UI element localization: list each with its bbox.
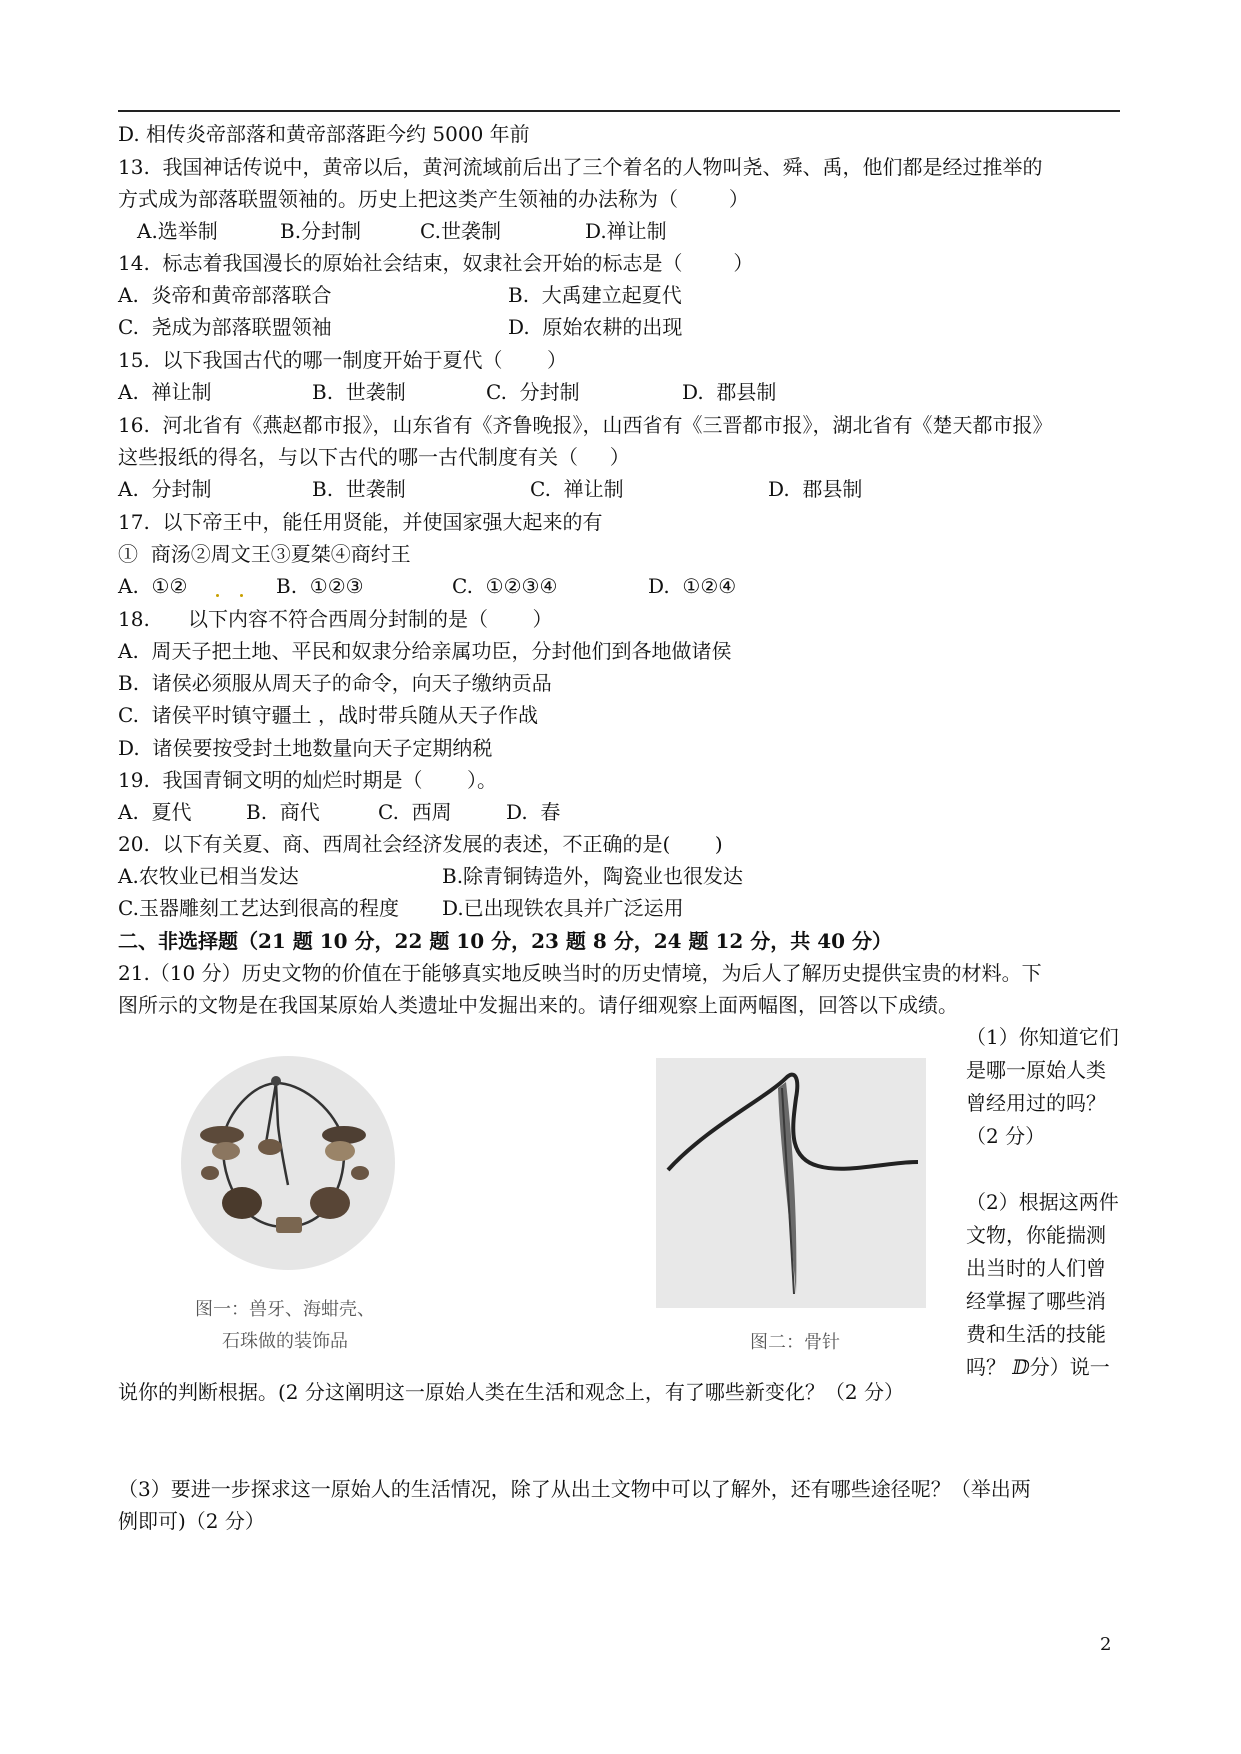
section2-heading: 二、非选择题（21 题 10 分，22 题 10 分，23 题 8 分，24 题 12 分，共 40 分）	[118, 929, 893, 953]
q18-option-d: D. 诸侯要按受封土地数量向天子定期纳税	[118, 736, 493, 760]
side-line	[966, 1153, 1126, 1186]
q15-stem: 15. 以下我国古代的哪一制度开始于夏代（ ）	[118, 348, 568, 372]
side-line: 文物，你能揣测	[966, 1223, 1106, 1247]
fig1-caption-line1: 图一：兽牙、海蚶壳、	[195, 1299, 375, 1320]
q17-option-c: C. ①②③④	[452, 574, 558, 598]
q17-stem: 17. 以下帝王中，能任用贤能，并使国家强大起来的有	[118, 510, 603, 534]
q14-option-d: D. 原始农耕的出现	[508, 315, 683, 339]
q20-option-d: D.已出现铁农具并广泛运用	[442, 896, 684, 920]
q20-option-a: A.农牧业已相当发达	[118, 864, 299, 888]
q15-option-a: A. 禅让制	[118, 380, 212, 404]
q13-option-b: B.分封制	[280, 219, 362, 243]
q21-part3-line1: （3）要进一步探求这一原始人的生活情况，除了从出土文物中可以了解外，还有哪些途径呢？（举出两	[118, 1477, 1031, 1501]
side-line: （1）你知道它们	[966, 1025, 1119, 1049]
stray-mark	[240, 594, 243, 597]
side-line: 费和生活的技能	[966, 1322, 1106, 1346]
q17-option-d: D. ①②④	[648, 574, 737, 598]
q20-stem: 20. 以下有关夏、商、西周社会经济发展的表述，不正确的是( )	[118, 832, 723, 856]
fig1-caption-line2: 石珠做的装饰品	[222, 1331, 348, 1352]
q18-option-b: B. 诸侯必须服从周天子的命令，向天子缴纳贡品	[118, 671, 552, 695]
side-line: 出当时的人们曾	[966, 1256, 1106, 1280]
q13-option-d: D.禅让制	[585, 219, 667, 243]
q21-side-text	[966, 1021, 1126, 1384]
necklace-figure	[180, 1055, 396, 1271]
q13-stem-line1: 13. 我国神话传说中，黄帝以后，黄河流域前后出了三个着名的人物叫尧、舜、禹，他们都是经过推举的	[118, 155, 1043, 179]
header-rule	[118, 110, 1120, 112]
side-line: 是哪一原始人类	[966, 1058, 1106, 1082]
side-line: （2）根据这两件	[966, 1190, 1119, 1214]
q14-option-a: A. 炎帝和黄帝部落联合	[118, 283, 332, 307]
bone-needle-figure	[656, 1058, 926, 1308]
q13-option-c: C.世袭制	[420, 219, 501, 243]
q19-option-c: C. 西周	[378, 800, 452, 824]
stray-mark	[216, 594, 219, 597]
page-number: 2	[1100, 1634, 1112, 1655]
q19-option-d: D. 春	[506, 800, 561, 824]
q19-option-a: A. 夏代	[118, 800, 192, 824]
side-line: 吗？ ⅅ分）说一	[966, 1355, 1110, 1379]
q20-option-b: B.除青铜铸造外，陶瓷业也很发达	[442, 864, 744, 888]
q17-option-b: B. ①②③	[276, 574, 364, 598]
q15-option-d: D. 郡县制	[682, 380, 777, 404]
q21-stem-line1: 21.（10 分）历史文物的价值在于能够真实地反映当时的历史情境，为后人了解历史提供宝贵的材料。下	[118, 961, 1042, 985]
q16-option-b: B. 世袭制	[312, 477, 406, 501]
q16-option-a: A. 分封制	[118, 477, 212, 501]
q13-stem-line2: 方式成为部落联盟领袖的。历史上把这类产生领袖的办法称为（ ）	[118, 187, 749, 211]
q17-items: ① 商汤②周文王③夏桀④商纣王	[118, 542, 411, 566]
fig2-caption: 图二：骨针	[750, 1332, 840, 1353]
q16-stem-line1: 16. 河北省有《燕赵都市报》，山东省有《齐鲁晚报》，山西省有《三晋都市报》，湖北省有《楚天都市报》	[118, 413, 1053, 437]
side-line: （2 分）	[966, 1124, 1046, 1148]
q16-stem-line2: 这些报纸的得名，与以下古代的哪一古代制度有关（ ）	[118, 445, 630, 469]
q21-part2-continued: 说你的判断根据。(2 分这阐明这一原始人类在生活和观念上，有了哪些新变化？（2 分）	[118, 1380, 904, 1404]
side-line: 曾经用过的吗？	[966, 1091, 1106, 1115]
side-line: 经掌握了哪些消	[966, 1289, 1106, 1313]
q18-option-c: C. 诸侯平时镇守疆土 ，战时带兵随从天子作战	[118, 703, 539, 727]
q16-option-d: D. 郡县制	[768, 477, 863, 501]
q19-stem: 19. 我国青铜文明的灿烂时期是（ ）。	[118, 768, 498, 792]
q18-stem: 18. 以下内容不符合西周分封制的是（ ）	[118, 607, 553, 631]
q15-option-b: B. 世袭制	[312, 380, 406, 404]
q21-part3-line2: 例即可)（2 分）	[118, 1509, 265, 1533]
q17-option-a: A. ①②	[118, 574, 188, 598]
q20-option-c: C.玉器雕刻工艺达到很高的程度	[118, 896, 399, 920]
q21-stem-line2: 图所示的文物是在我国某原始人类遗址中发掘出来的。请仔细观察上面两幅图，回答以下成绩。	[118, 993, 958, 1017]
q19-option-b: B. 商代	[246, 800, 320, 824]
q14-option-c: C. 尧成为部落联盟领袖	[118, 315, 332, 339]
q12-option-d: D. 相传炎帝部落和黄帝部落距今约 5000 年前	[118, 122, 530, 146]
q13-option-a: A.选举制	[137, 219, 218, 243]
q14-option-b: B. 大禹建立起夏代	[508, 283, 682, 307]
q18-option-a: A. 周天子把土地、平民和奴隶分给亲属功臣，分封他们到各地做诸侯	[118, 639, 732, 663]
q14-stem: 14. 标志着我国漫长的原始社会结束，奴隶社会开始的标志是（ ）	[118, 251, 754, 275]
q15-option-c: C. 分封制	[486, 380, 580, 404]
q16-option-c: C. 禅让制	[530, 477, 624, 501]
